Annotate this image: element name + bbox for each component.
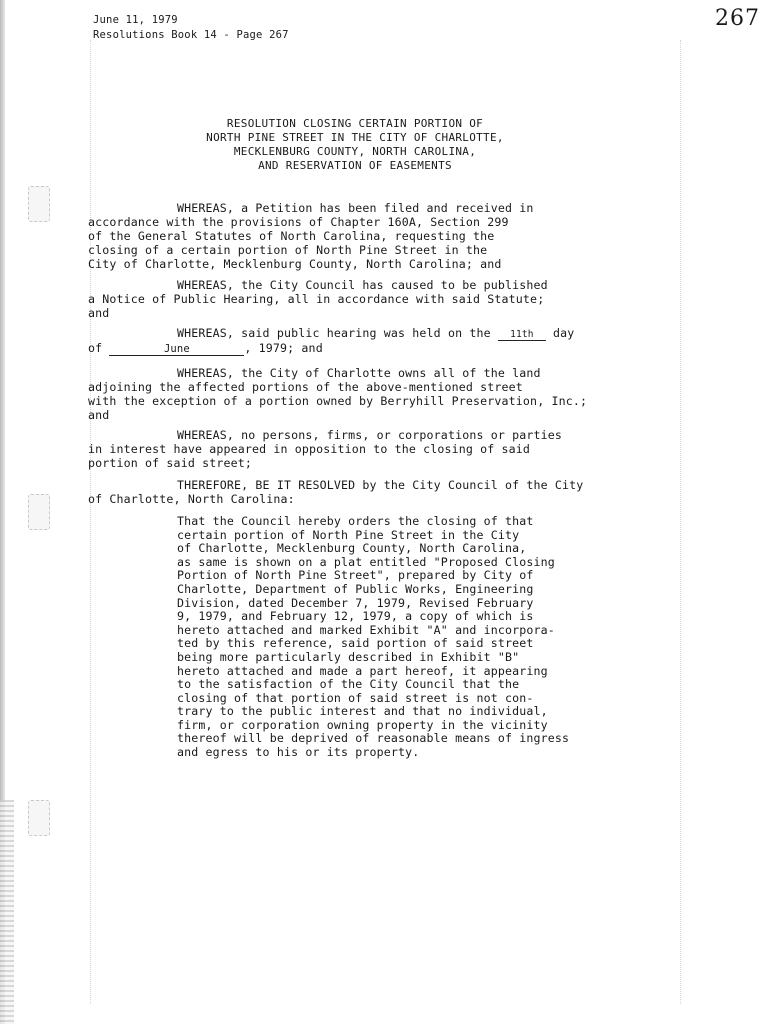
body-line: THEREFORE, BE IT RESOLVED by the City Council of the City bbox=[177, 478, 584, 492]
title-line: RESOLUTION CLOSING CERTAIN PORTION OF bbox=[226, 117, 484, 130]
body-line: adjoining the affected portions of the above-mentioned street bbox=[88, 380, 523, 394]
margin-rule bbox=[680, 40, 681, 1004]
body-line: of Charlotte, North Carolina: bbox=[88, 492, 295, 506]
punch-hole-mark bbox=[28, 800, 50, 836]
header-book-page: Resolutions Book 14 - Page 267 bbox=[93, 29, 289, 41]
body-line: WHEREAS, the City Council has caused to be published bbox=[177, 278, 548, 292]
text-segment: of bbox=[88, 341, 110, 355]
body-line: firm, or corporation owning property in the vicinity bbox=[177, 718, 548, 732]
header-date: June 11, 1979 bbox=[93, 14, 178, 26]
body-line: as same is shown on a plat entitled "Proposed Closing bbox=[177, 555, 555, 569]
body-line: and egress to his or its property. bbox=[177, 745, 420, 759]
text-segment: , 1979; and bbox=[244, 341, 323, 355]
page-number: 267 bbox=[715, 6, 760, 31]
title-line: NORTH PINE STREET IN THE CITY OF CHARLOTTE, bbox=[206, 131, 504, 144]
body-line: Division, dated December 7, 1979, Revised February bbox=[177, 596, 534, 610]
body-line: being more particularly described in Exhibit "B" bbox=[177, 650, 520, 664]
body-line: of the General Statutes of North Carolina, requesting the bbox=[88, 229, 495, 243]
body-line: and bbox=[88, 306, 110, 320]
text-segment: WHEREAS, said public hearing was held on the bbox=[177, 326, 498, 340]
body-line: WHEREAS, a Petition has been filed and received in bbox=[177, 201, 534, 215]
body-line: thereof will be deprived of reasonable means of ingress bbox=[177, 731, 570, 745]
body-line: ted by this reference, said portion of said street bbox=[177, 636, 534, 650]
body-line: with the exception of a portion owned by Berryhill Preservation, Inc.; bbox=[88, 394, 588, 408]
body-line: trary to the public interest and that no individual, bbox=[177, 704, 548, 718]
body-line: City of Charlotte, Mecklenburg County, North Carolina; and bbox=[88, 257, 502, 271]
body-line: WHEREAS, no persons, firms, or corporations or parties bbox=[177, 428, 563, 442]
body-line: a Notice of Public Hearing, all in accordance with said Statute; bbox=[88, 292, 545, 306]
body-line: and bbox=[88, 408, 110, 422]
body-line: hereto attached and made a part hereof, it appearing bbox=[177, 664, 548, 678]
body-line: hereto attached and marked Exhibit "A" and incorpora- bbox=[177, 623, 555, 637]
body-line: Charlotte, Department of Public Works, Engineering bbox=[177, 582, 534, 596]
text-segment: day bbox=[545, 326, 575, 340]
body-line: 9, 1979, and February 12, 1979, a copy of which is bbox=[177, 609, 534, 623]
day-blank: 11th bbox=[498, 330, 546, 341]
month-blank: June bbox=[109, 344, 244, 356]
body-line bbox=[88, 341, 323, 356]
body-line: in interest have appeared in opposition to the closing of said bbox=[88, 442, 531, 456]
scan-edge-artifact bbox=[0, 800, 14, 1024]
body-line bbox=[177, 326, 574, 341]
body-line: to the satisfaction of the City Council that the bbox=[177, 677, 520, 691]
body-line: WHEREAS, the City of Charlotte owns all of the land bbox=[177, 366, 541, 380]
body-line: portion of said street; bbox=[88, 456, 252, 470]
body-line: That the Council hereby orders the closing of that bbox=[177, 514, 534, 528]
body-line: closing of that portion of said street is not con- bbox=[177, 691, 534, 705]
punch-hole-mark bbox=[28, 494, 50, 530]
body-line: certain portion of North Pine Street in the City bbox=[177, 528, 520, 542]
punch-hole-mark bbox=[28, 186, 50, 222]
body-line: Portion of North Pine Street", prepared by City of bbox=[177, 568, 534, 582]
body-line: of Charlotte, Mecklenburg County, North Carolina, bbox=[177, 541, 527, 555]
body-line: closing of a certain portion of North Pine Street in the bbox=[88, 243, 488, 257]
margin-rule bbox=[90, 40, 91, 1004]
title-line: AND RESERVATION OF EASEMENTS bbox=[258, 159, 452, 172]
title-line: MECKLENBURG COUNTY, NORTH CAROLINA, bbox=[233, 145, 477, 158]
body-line: accordance with the provisions of Chapter 160A, Section 299 bbox=[88, 215, 509, 229]
